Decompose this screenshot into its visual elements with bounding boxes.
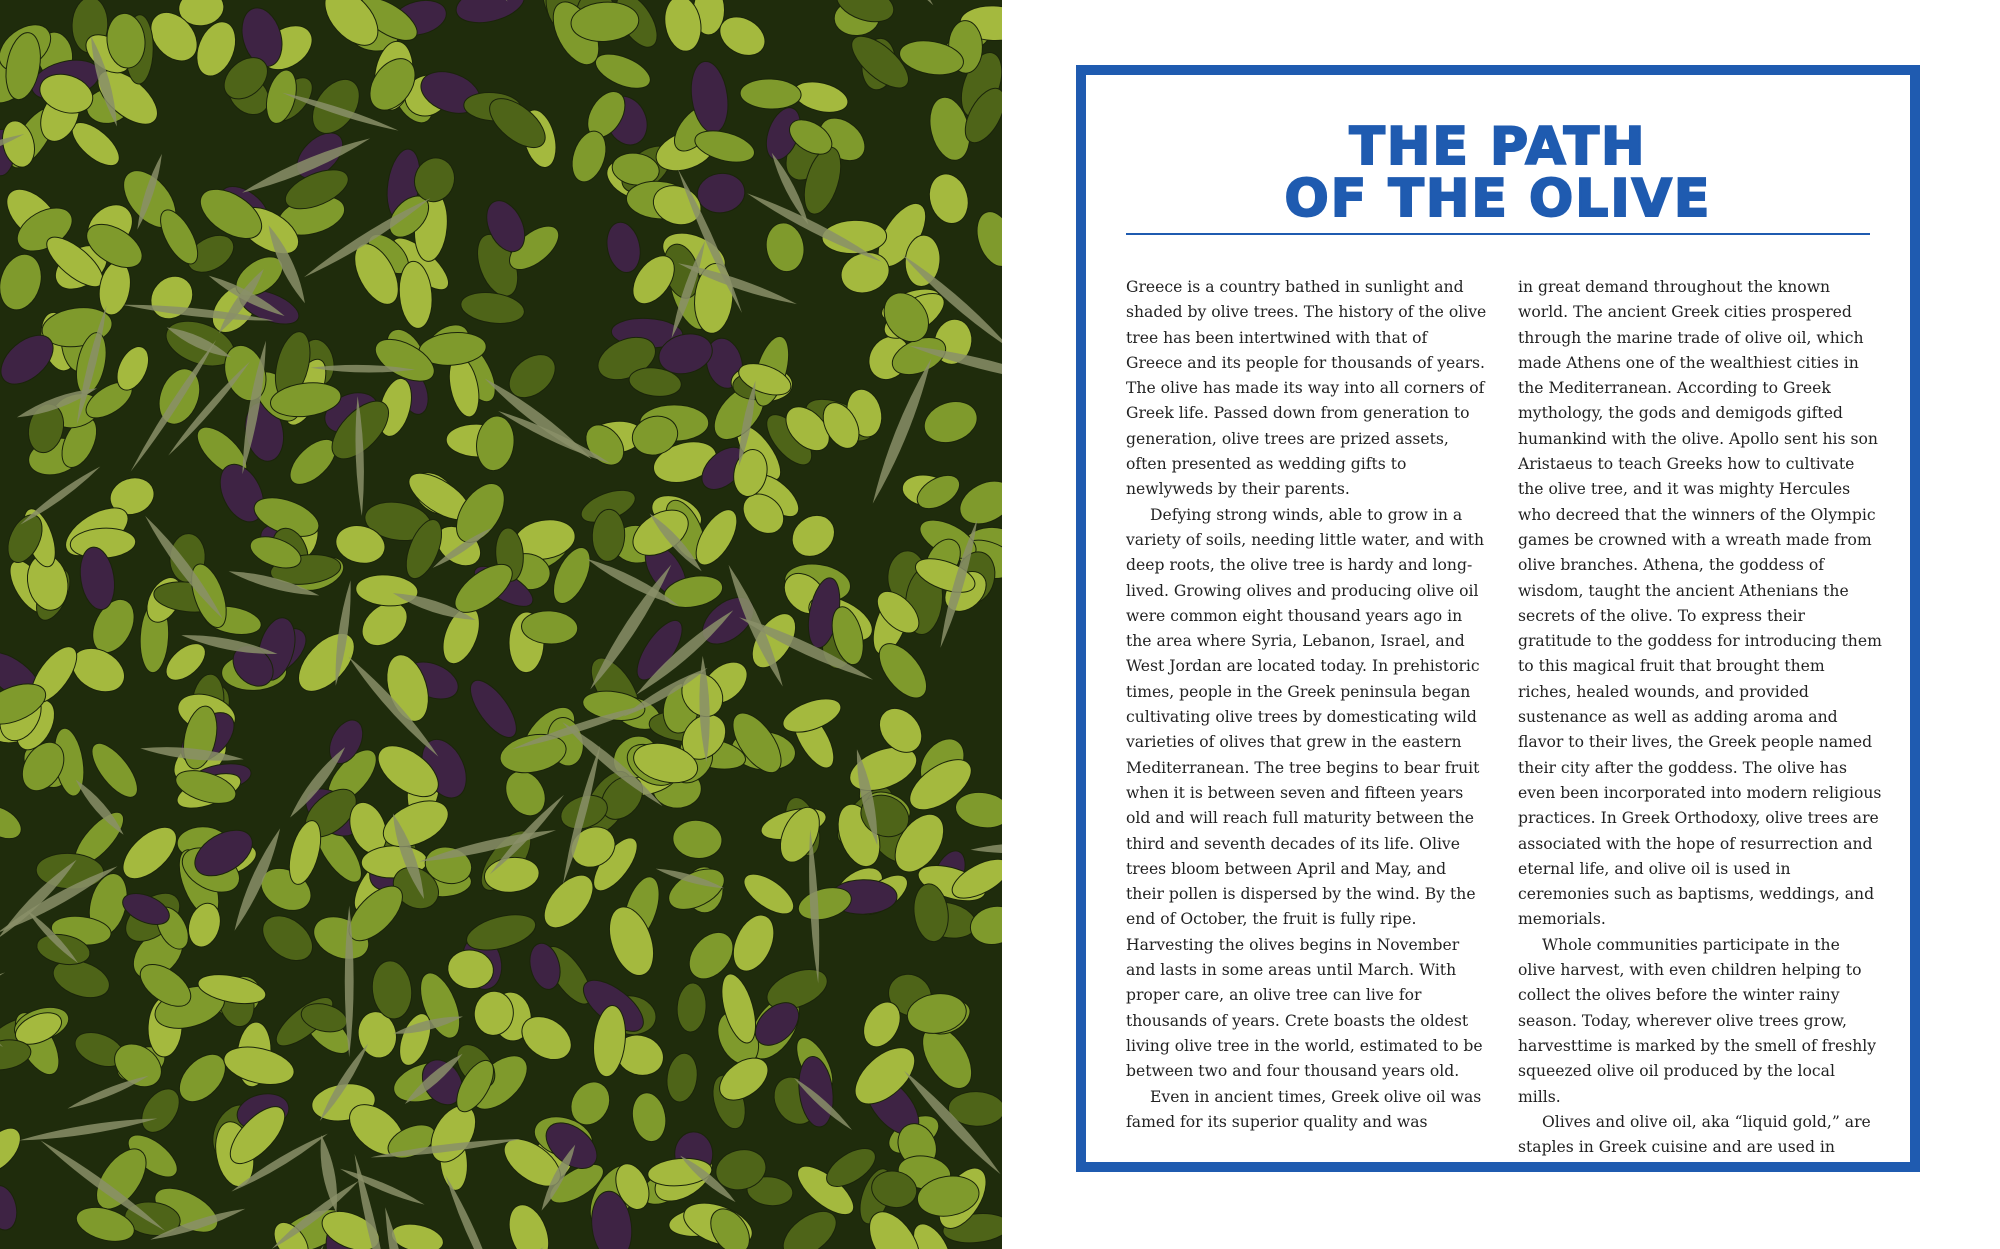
paragraph: Whole communities participate in the olive harvest, with even children helping to collect the olives before the winter rainy season. Today, wherever olive trees grow, harvesttime is marked by the smell of freshly squeezed olive oil produced by the local mills.: [1518, 935, 1877, 1106]
paragraph: Even in ancient times, Greek olive oil was famed for its superior quality and was: [1126, 1087, 1482, 1131]
paragraph: in great demand throughout the known world. The ancient Greek cities prospered through the marine trade of olive oil, which made Athens one of the wealthiest cities in the Mediterranean. According to Greek mythology, the gods and demigods gifted humankind with the olive. Apollo sent his son Aristaeus to teach Greeks how to cultivate the olive tree, and it was mighty Hercules who decreed that the winners of the Olympic games be crowned with a wreath made from olive branches. Athena, the goddess of wisdom, taught the ancient Athenians the secrets of the olive. To express their gratitude to the goddess for introducing them to this magical fruit that brought them riches, healed wounds, and provided sustenance as well as adding aroma and flavor to their lives, the Greek people named their city after the goddess. The olive has even been incorporated into modern religious practices. In Greek Orthodoxy, olive trees are associated with the hope of resurrection and eternal life, and olive oil is used in ceremonies such as baptisms, weddings, and memorials.: [1518, 278, 1882, 929]
paragraph: Greece is a country bathed in sunlight and shaded by olive trees. The history of the olive tree has been intertwined with that of Greece and its people for thousands of years. The olive has made its way into all corners of Greek life. Passed down from generation to generation, olive trees are prized assets, often presented as wedding gifts to newlyweds by their parents.: [1126, 278, 1487, 499]
article-frame: [1076, 65, 1920, 1172]
paragraph: Olives and olive oil, aka “liquid gold,” are staples in Greek cuisine and are used in: [1518, 1112, 1871, 1157]
title-line-2: OF THE OLIVE: [1284, 169, 1712, 229]
title-line-1: THE PATH: [1349, 117, 1647, 177]
page-title: [1126, 117, 1870, 229]
text-column-left: [1126, 275, 1488, 1135]
text-column-right: [1518, 275, 1882, 1160]
paragraph: Defying strong winds, able to grow in a variety of soils, needing little water, and with deep roots, the olive tree is hardy and long-lived. Growing olives and producing olive oil were common eight thousand years ago in the area where Syria, Lebanon, Israel, and West Jordan are located today. In prehistoric times, people in the Greek peninsula began cultivating olive trees by domesticating wild varieties of olives that grew in the eastern Mediterranean. The tree begins to bear fruit when it is between seven and fifteen years old and will reach full maturity between the third and seventh decades of its life. Olive trees bloom between April and May, and their pollen is dispersed by the wind. By the end of October, the fruit is fully ripe. Harvesting the olives begins in November and lasts in some areas until March. With proper care, an olive tree can live for thousands of years. Crete boasts the oldest living olive tree in the world, estimated to be between two and four thousand years old.: [1126, 505, 1485, 1081]
title-divider: [1126, 233, 1870, 235]
